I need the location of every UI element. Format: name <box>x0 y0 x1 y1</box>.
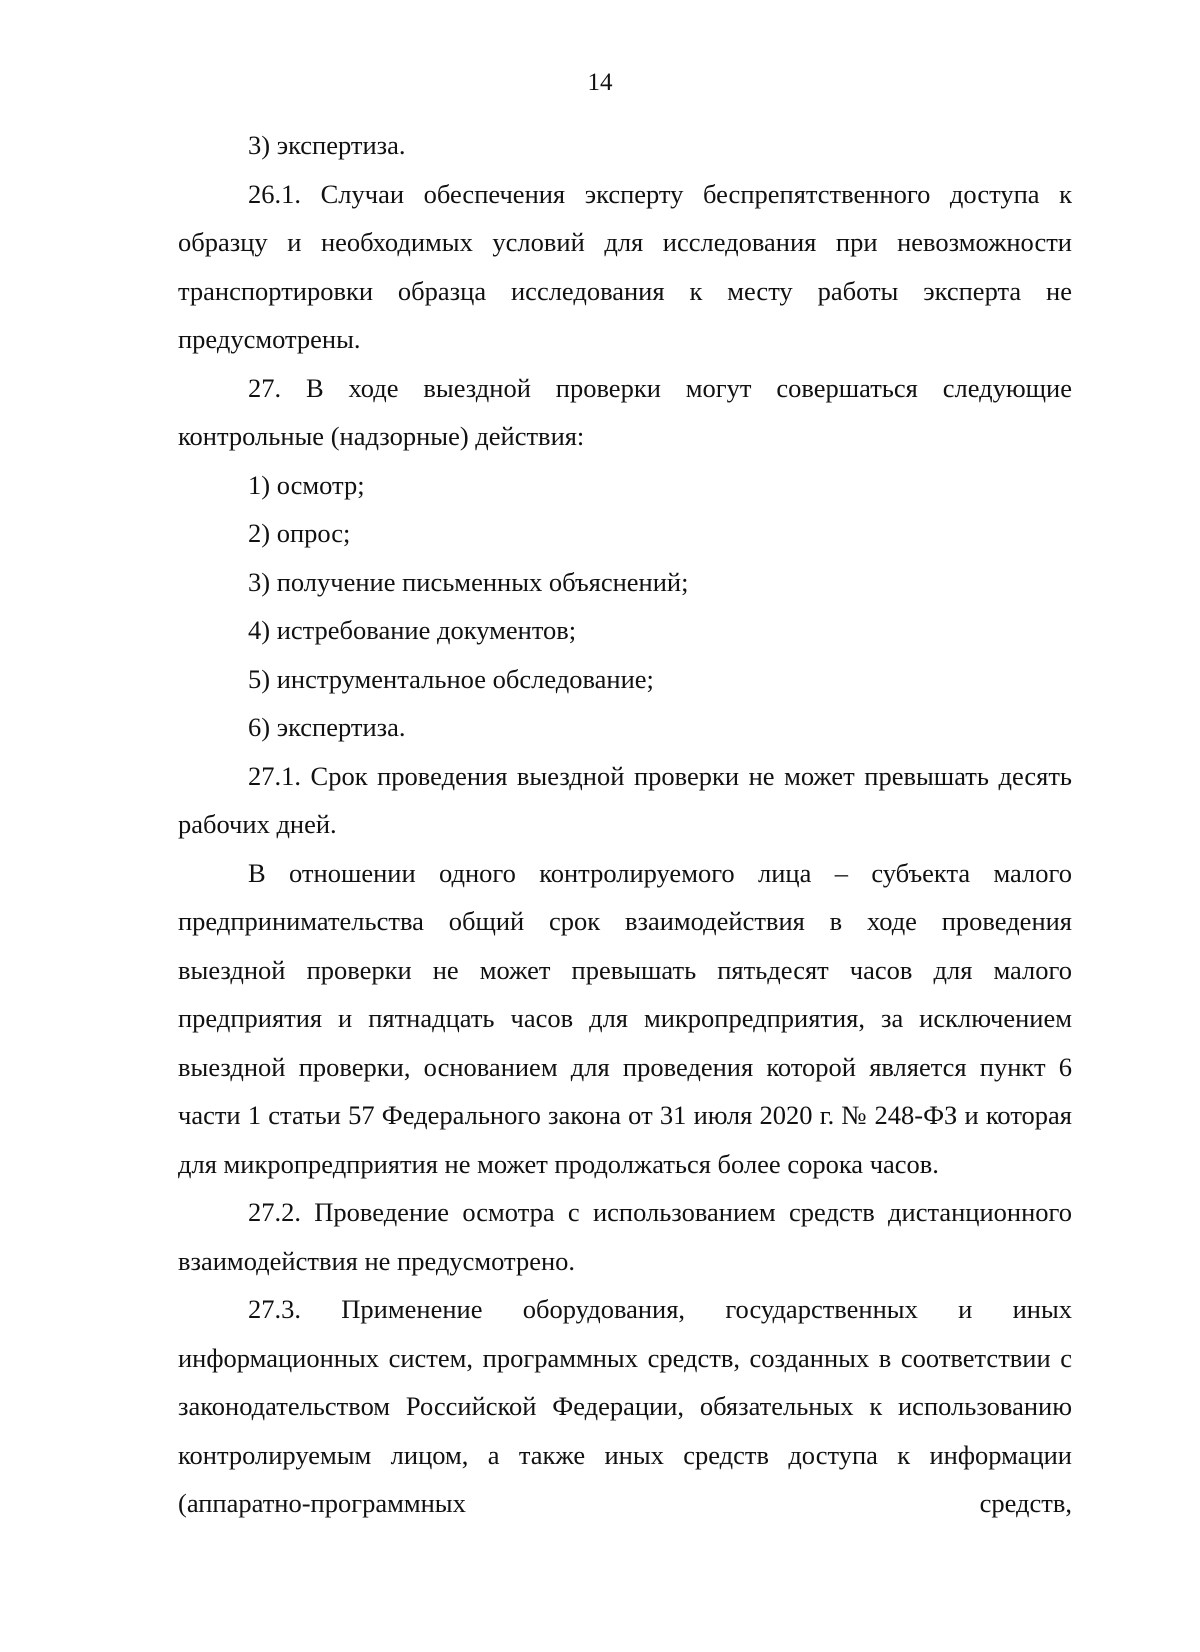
paragraph-27-2: 27.2. Проведение осмотра с использованием средств дистанционного взаимодействия не предусмотрено. <box>178 1197 1072 1276</box>
list-item-expertise-6: 6) экспертиза. <box>248 712 406 742</box>
paragraph-27-3: 27.3. Применение оборудования, государственных и иных информационных систем, программных средств, созданных в соответствии с законодательством Российской Федерации, обязательных к использованию контролируемым лицом, а также иных средств доступа к информации (аппаратно-программных средств, <box>178 1294 1072 1518</box>
list-item-written-explanations: 3) получение письменных объяснений; <box>248 566 689 597</box>
list-item-instrumental-examination: 5) инструментальное обследование; <box>248 663 654 694</box>
paragraph-26-1: 26.1. Случаи обеспечения эксперту беспрепятственного доступа к образцу и необходимых условий для исследования при невозможности транспортировки образца исследования к месту работы эксперта не предусмотрены. <box>178 178 1072 354</box>
list-item-inspection: 1) осмотр; <box>248 469 365 500</box>
page-number: 14 <box>587 69 613 96</box>
paragraph-small-business: В отношении одного контролируемого лица – субъекта малого предпринимательства общий срок взаимодействия в ходе проведения выездной проверки не может превышать пятьдесят часов для малого предприятия и пятнадцать часов для микропредприятия, за исключением выездной проверки, основанием для проведения которой является пункт 6 части 1 статьи 57 Федерального закона от 31 июля 2020 г. № 248-ФЗ и которая для микропредприятия не может продолжаться более сорока часов. <box>178 857 1072 1179</box>
list-item-survey: 2) опрос; <box>248 518 351 548</box>
paragraph-27: 27. В ходе выездной проверки могут совершаться следующие контрольные (надзорные) действия: <box>178 372 1072 451</box>
document-body <box>178 121 1072 1528</box>
paragraph-27-1: 27.1. Срок проведения выездной проверки не может превышать десять рабочих дней. <box>178 760 1072 839</box>
list-item-expertise-3: 3) экспертиза. <box>248 130 406 160</box>
list-item-document-request: 4) истребование документов; <box>248 615 577 645</box>
